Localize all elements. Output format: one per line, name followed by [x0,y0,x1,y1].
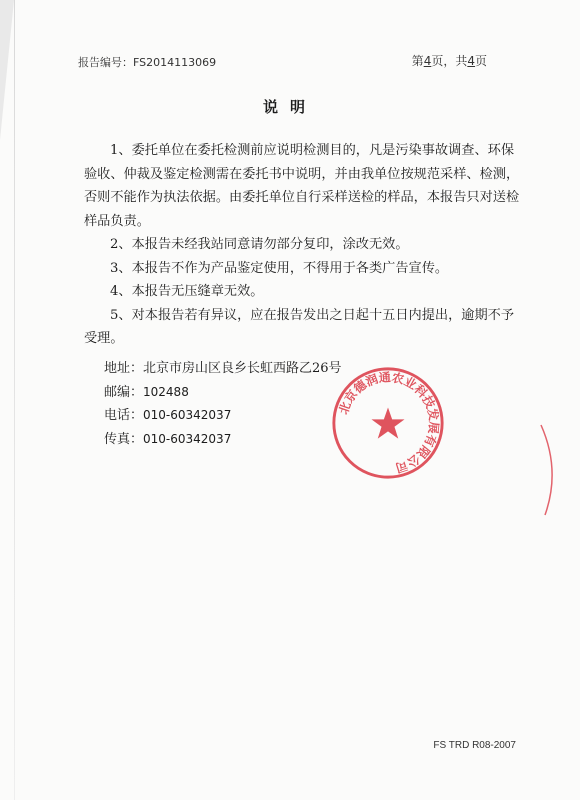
company-seal [330,365,446,481]
page-current: 4 [423,54,432,68]
note-item-4: 4、本报告无压缝章无效。 [110,284,264,299]
report-number-value: FS2014113069 [133,56,217,69]
postcode-row [104,381,342,405]
notes-body [84,139,524,351]
postcode-label: 邮编： [104,384,144,400]
note-item-1: 1、委托单位在委托检测前应说明检测目的，凡是污染事故调查、环保验收、仲裁及鉴定检测需在委托书中说明，并由我单位按规范采样、检测，否则不能作为执法依据。由委托单位自行采样送检的样品，本报告只对送检样品负责。 [84,143,520,229]
report-number-label: 报告编号： [78,56,133,69]
note-item-2: 2、本报告未经我站同意请勿部分复印，涂改无效。 [110,237,409,252]
phone-label: 电话： [104,408,144,423]
address-value: 北京市房山区良乡长虹西路乙26号 [143,361,342,376]
page-prefix: 第 [411,54,424,68]
fax-label: 传真： [104,431,144,447]
fax-row [104,428,342,452]
address-label: 地址： [104,361,144,376]
contact-block [104,357,342,451]
phone-value: 010-60342037 [143,408,232,422]
page-indicator [412,52,487,69]
note-item-5: 5、对本报告若有异议，应在报告发出之日起十五日内提出，逾期不予受理。 [84,307,515,346]
folded-corner [0,0,14,140]
page-suffix: 页 [474,54,487,68]
seal-text: 北京德润通农业科技发展有限公司 [336,370,441,475]
form-code: FS TRD R08-2007 [433,740,516,751]
phone-row [104,404,342,428]
seal-star-icon [371,408,404,439]
note-item-3: 3、本报告不作为产品鉴定使用，不得用于各类广告宣传。 [110,260,449,276]
postcode-value: 102488 [143,384,189,399]
fax-value: 010-60342037 [143,431,232,446]
page-edge [14,0,15,800]
page-total: 4 [467,54,475,68]
page-title: 说明 [262,98,317,116]
seam-stamp-mark [535,420,565,520]
report-number [78,54,216,70]
address-row [104,357,342,381]
page-mid: 页，共 [431,54,468,68]
